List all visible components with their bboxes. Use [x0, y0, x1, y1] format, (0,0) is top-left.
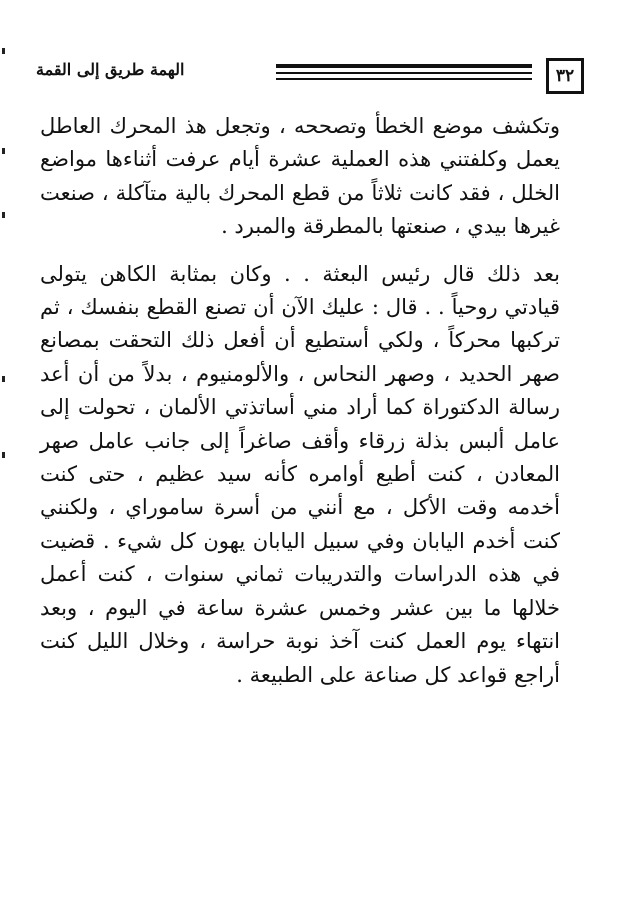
margin-mark: [2, 376, 5, 382]
paragraph-1: وتكشف موضع الخطأ وتصححه ، وتجعل هذ المحرك العاطل يعمل وكلفتني هذه العملية عشرة أيام عرفت أثناءها مواضع الخلل ، فقد كانت ثلاثاً من قطع المحرك بالية متآكلة ، صنعت غيرها بيدي ، صنعتها بالمطرقة والمبرد .: [40, 114, 560, 239]
body-text: [40, 110, 560, 692]
margin-mark: [2, 212, 5, 218]
page-header: [28, 50, 584, 94]
margin-mark: [2, 148, 5, 154]
header-rule-line: [276, 78, 532, 80]
margin-mark: [2, 452, 5, 458]
page-number: ٣٢: [546, 58, 584, 94]
margin-mark: [2, 48, 5, 54]
running-title: الهمة طريق إلى القمة: [36, 60, 185, 79]
paragraph-2: بعد ذلك قال رئيس البعثة . . وكان بمثابة الكاهن يتولى قيادتي روحياً . . قال : عليك الآن أن تصنع القطع بنفسك ، ثم تركبها محركاً ، ولكي أستطيع أن أفعل ذلك التحقت بمصانع صهر الحديد ، وصهر النحاس ، والألومنيوم ، بدلاً من أن أعد رسالة الدكتوراة كما أراد مني أساتذتي الألمان ، تحولت إلى عامل ألبس بذلة زرقاء وأقف صاغراً إلى جانب عامل صهر المعادن ، كنت أطيع أوامره كأنه سيد عظيم ، حتى كنت أخدمه وقت الأكل ، مع أنني من أسرة ساموراي ، ولكنني كنت أخدم اليابان وفي سبيل اليابان يهون كل شيء . قضيت في هذه الدراسات والتدريبات ثماني سنوات ، كنت أعمل خلالها ما بين عشر وخمس عشرة ساعة في اليوم ، وبعد انتهاء يوم العمل كنت آخذ نوبة حراسة ، وخلال الليل كنت أراجع قواعد كل صناعة على الطبيعة .: [40, 261, 560, 687]
header-rule-line: [276, 64, 532, 68]
header-rule-line: [276, 72, 532, 74]
header-rule: [276, 64, 532, 80]
